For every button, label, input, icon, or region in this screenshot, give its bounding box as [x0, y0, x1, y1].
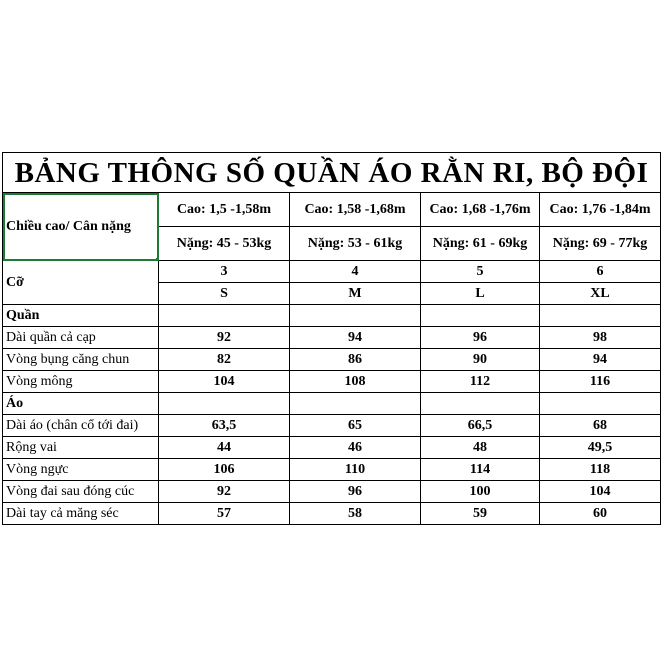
- table-row: [3, 349, 661, 371]
- value-cell: 58: [290, 503, 421, 525]
- value-cell: 96: [290, 481, 421, 503]
- size-label: Cỡ: [3, 261, 159, 305]
- value-cell: 94: [290, 327, 421, 349]
- empty-cell: [159, 305, 290, 327]
- value-cell: 106: [159, 459, 290, 481]
- size-letter: XL: [540, 283, 661, 305]
- value-cell: 63,5: [159, 415, 290, 437]
- value-cell: 68: [540, 415, 661, 437]
- table-row: [3, 415, 661, 437]
- empty-cell: [290, 393, 421, 415]
- section-row-pants: [3, 305, 661, 327]
- size-number: 4: [290, 261, 421, 283]
- value-cell: 65: [290, 415, 421, 437]
- value-cell: 92: [159, 481, 290, 503]
- section-row-shirt: [3, 393, 661, 415]
- row-label: Dài quần cả cạp: [3, 327, 159, 349]
- row-label: Vòng đai sau đóng cúc: [3, 481, 159, 503]
- empty-cell: [421, 305, 540, 327]
- chart-title: BẢNG THÔNG SỐ QUẦN ÁO RẰN RI, BỘ ĐỘI: [3, 153, 661, 193]
- section-title-shirt: Áo: [3, 393, 159, 415]
- value-cell: 48: [421, 437, 540, 459]
- value-cell: 82: [159, 349, 290, 371]
- table-row: [3, 371, 661, 393]
- table-row: [3, 327, 661, 349]
- size-chart-table: [2, 152, 661, 525]
- row-label: Vòng ngực: [3, 459, 159, 481]
- empty-cell: [540, 393, 661, 415]
- row-label: Vòng mông: [3, 371, 159, 393]
- value-cell: 90: [421, 349, 540, 371]
- empty-cell: [290, 305, 421, 327]
- value-cell: 104: [540, 481, 661, 503]
- height-cell: Cao: 1,76 -1,84m: [540, 193, 661, 227]
- height-row: [3, 193, 661, 227]
- value-cell: 49,5: [540, 437, 661, 459]
- value-cell: 118: [540, 459, 661, 481]
- table-row: [3, 459, 661, 481]
- height-weight-label: Chiều cao/ Cân nặng: [6, 218, 131, 234]
- size-number: 6: [540, 261, 661, 283]
- value-cell: 46: [290, 437, 421, 459]
- weight-cell: Nặng: 69 - 77kg: [540, 227, 661, 261]
- value-cell: 59: [421, 503, 540, 525]
- selected-cell-height-weight[interactable]: [3, 193, 159, 261]
- value-cell: 104: [159, 371, 290, 393]
- row-label: Rộng vai: [3, 437, 159, 459]
- value-cell: 112: [421, 371, 540, 393]
- value-cell: 66,5: [421, 415, 540, 437]
- size-number: 5: [421, 261, 540, 283]
- fill-handle[interactable]: [156, 258, 159, 261]
- value-cell: 114: [421, 459, 540, 481]
- row-label: Dài áo (chân cổ tới đai): [3, 415, 159, 437]
- weight-cell: Nặng: 61 - 69kg: [421, 227, 540, 261]
- table-row: [3, 503, 661, 525]
- value-cell: 98: [540, 327, 661, 349]
- value-cell: 94: [540, 349, 661, 371]
- row-label: Vòng bụng căng chun: [3, 349, 159, 371]
- value-cell: 86: [290, 349, 421, 371]
- row-label: Dài tay cả măng séc: [3, 503, 159, 525]
- empty-cell: [540, 305, 661, 327]
- size-number-row: [3, 261, 661, 283]
- weight-cell: Nặng: 45 - 53kg: [159, 227, 290, 261]
- value-cell: 92: [159, 327, 290, 349]
- height-cell: Cao: 1,5 -1,58m: [159, 193, 290, 227]
- empty-cell: [159, 393, 290, 415]
- size-letter: S: [159, 283, 290, 305]
- value-cell: 100: [421, 481, 540, 503]
- value-cell: 60: [540, 503, 661, 525]
- empty-cell: [421, 393, 540, 415]
- value-cell: 57: [159, 503, 290, 525]
- weight-cell: Nặng: 53 - 61kg: [290, 227, 421, 261]
- value-cell: 110: [290, 459, 421, 481]
- size-letter: L: [421, 283, 540, 305]
- height-cell: Cao: 1,58 -1,68m: [290, 193, 421, 227]
- section-title-pants: Quần: [3, 305, 159, 327]
- value-cell: 116: [540, 371, 661, 393]
- title-row: [3, 153, 661, 193]
- value-cell: 44: [159, 437, 290, 459]
- value-cell: 108: [290, 371, 421, 393]
- size-number: 3: [159, 261, 290, 283]
- table-row: [3, 481, 661, 503]
- table-row: [3, 437, 661, 459]
- value-cell: 96: [421, 327, 540, 349]
- size-letter: M: [290, 283, 421, 305]
- height-cell: Cao: 1,68 -1,76m: [421, 193, 540, 227]
